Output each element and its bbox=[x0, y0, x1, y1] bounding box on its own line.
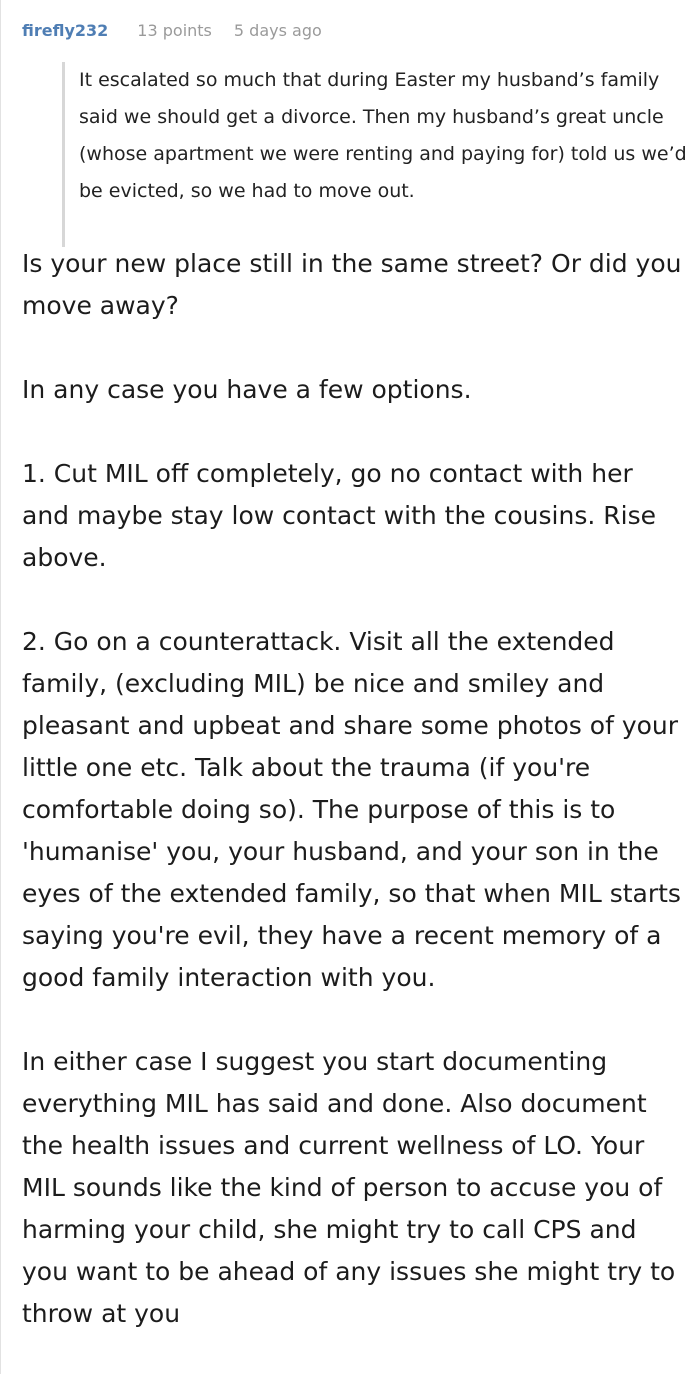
comment-paragraph: In any case you have a few options. bbox=[22, 375, 472, 404]
comment-paragraph: Is your new place still in the same street? Or did you move away? bbox=[22, 249, 682, 320]
comment-paragraph: 1. Cut MIL off completely, go no contact with her and maybe stay low contact with the cousins. Rise above. bbox=[22, 459, 656, 572]
quoted-comment-text: It escalated so much that during Easter my husband’s family said we should get a divorce. Then my husband’s great uncle (whose apartment we were renting and paying for) told us we’d be evicted, so we had to move out. bbox=[79, 69, 687, 202]
paragraph-gap bbox=[22, 327, 684, 369]
comment-body bbox=[22, 243, 684, 1335]
comment-points: 13 points bbox=[137, 20, 212, 40]
comment-paragraph: In either case I suggest you start documenting everything MIL has said and done. Also document the health issues and current wellness of LO. Your MIL sounds like the kind of person to accuse you of harming your child, she might try to call CPS and you want to be ahead of any issues she might try to throw at you bbox=[22, 1047, 676, 1328]
comment-header bbox=[22, 18, 344, 42]
paragraph-gap bbox=[22, 411, 684, 453]
paragraph-gap bbox=[22, 999, 684, 1041]
comment-paragraph: 2. Go on a counterattack. Visit all the extended family, (excluding MIL) be nice and smiley and pleasant and upbeat and share some photos of your little one etc. Talk about the trauma (if you're comfortable doing so). The purpose of this is to 'humanise' you, your husband, and your son in the eyes of the extended family, so that when MIL starts saying you're evil, they have a recent memory of a good family interaction with you. bbox=[22, 627, 681, 992]
comment-timestamp: 5 days ago bbox=[233, 20, 322, 40]
quoted-comment bbox=[62, 62, 700, 247]
paragraph-gap bbox=[22, 579, 684, 621]
comment-author-link[interactable]: firefly232 bbox=[22, 20, 109, 40]
